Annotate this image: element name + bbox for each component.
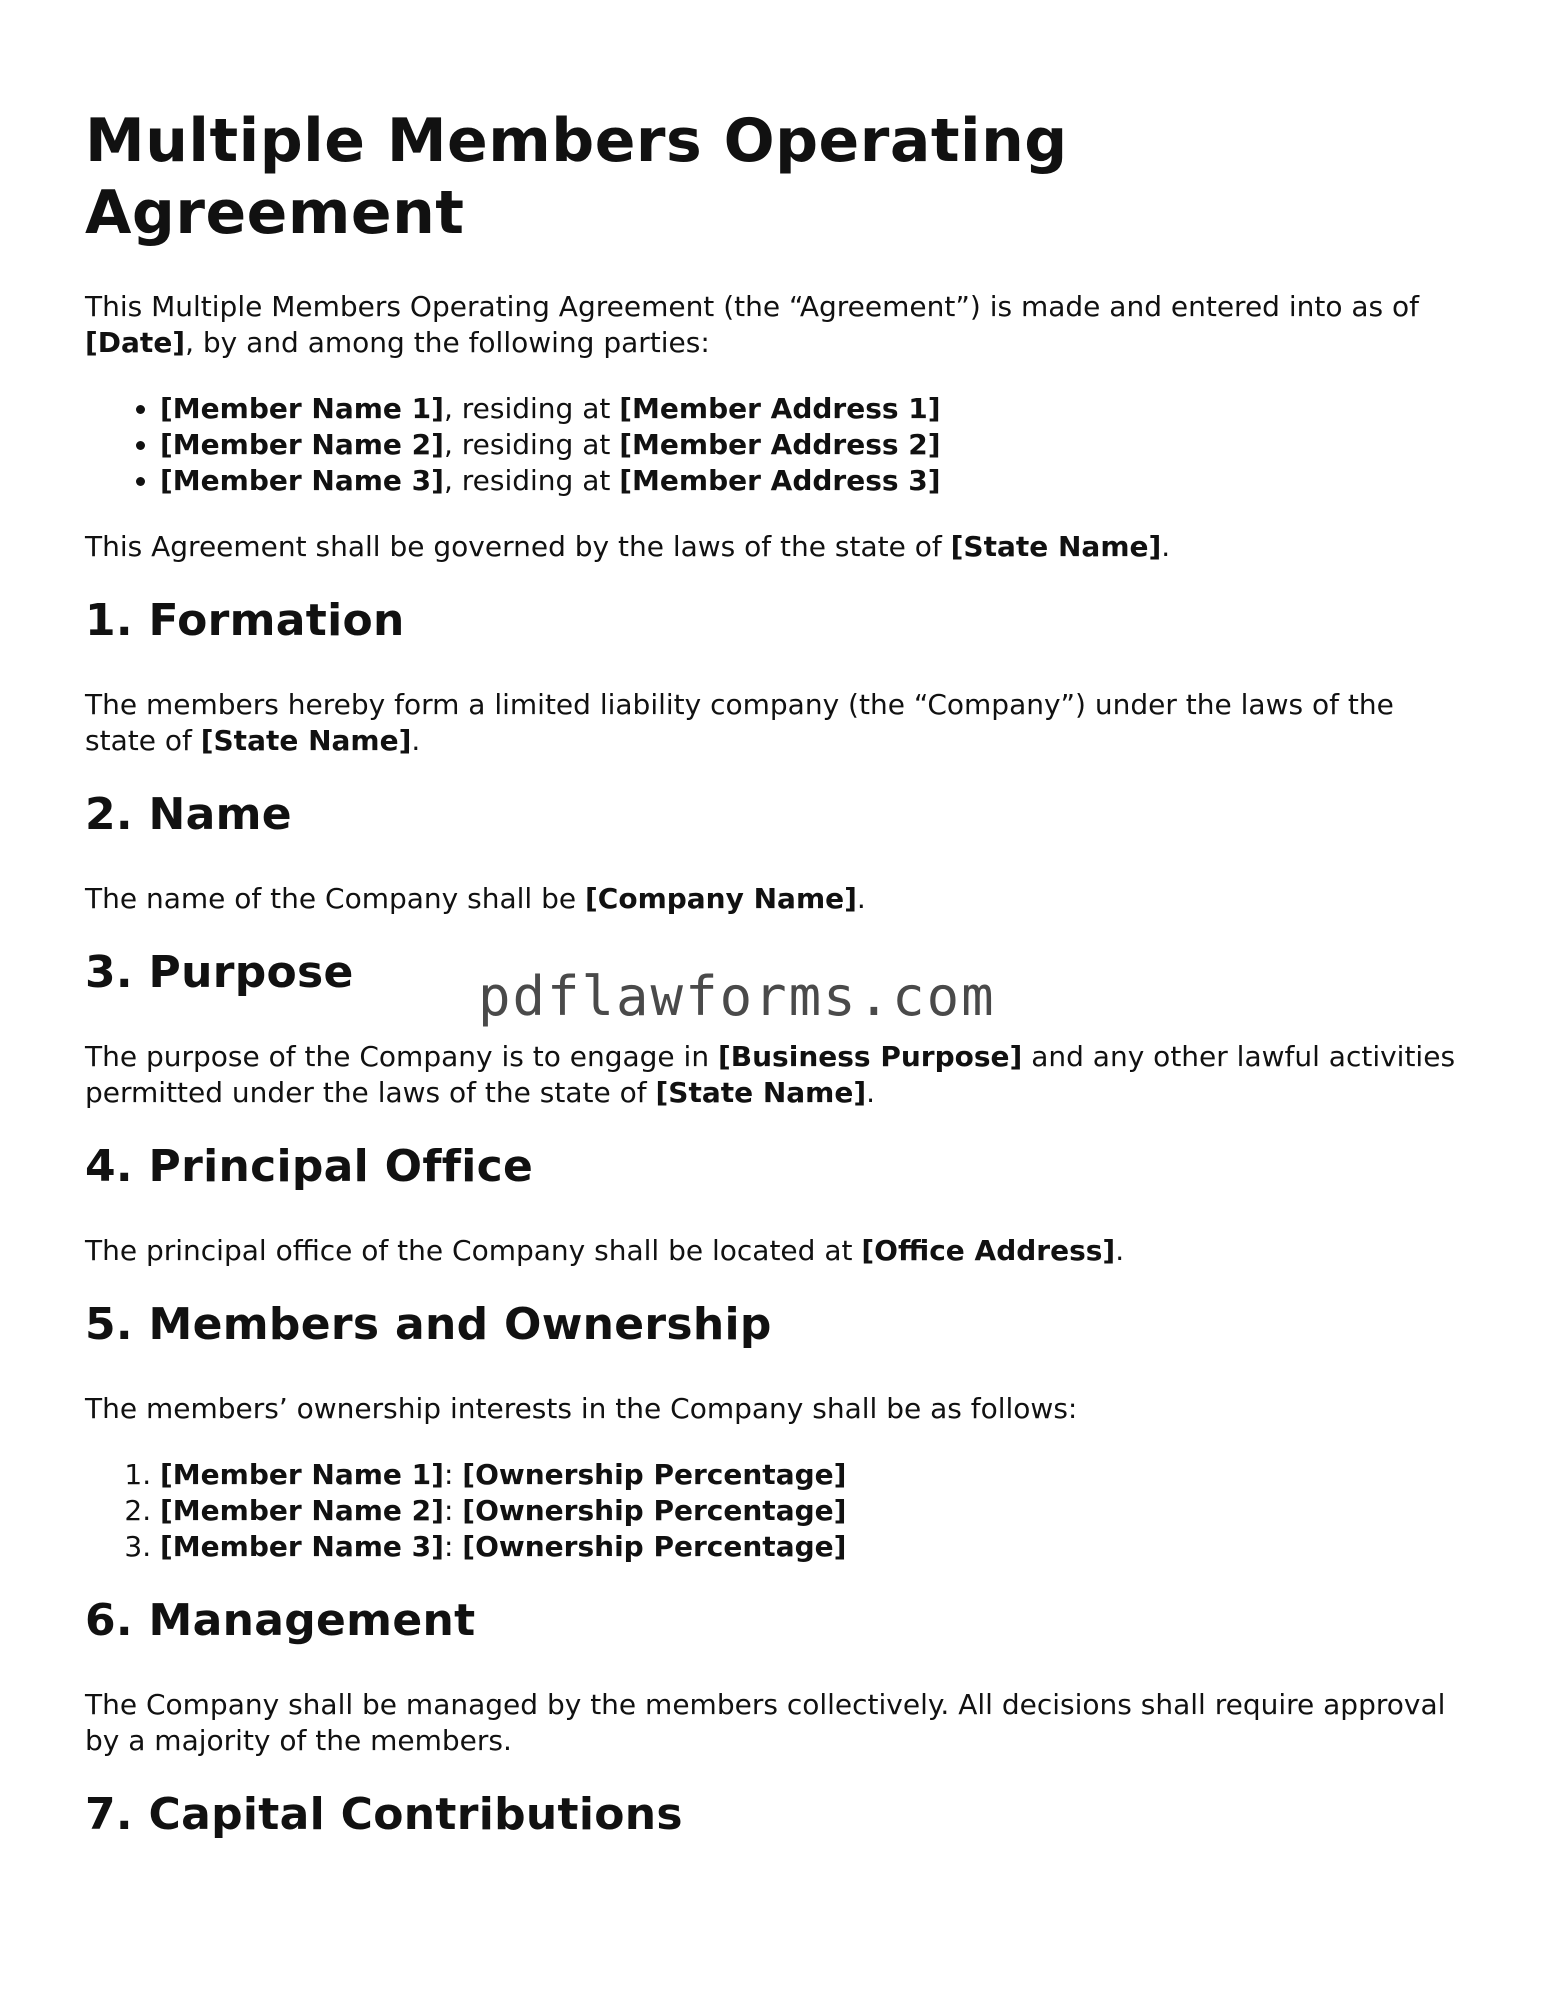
ownership-paragraph: The members’ ownership interests in the Company shall be as follows:	[85, 1392, 1078, 1425]
section-heading-management: 6. Management	[85, 1595, 476, 1646]
list-item: • [Member Name 1], residing at [Member Address 1]	[160, 391, 1465, 427]
management-paragraph: The Company shall be managed by the members collectively. All decisions shall require approval by a majority of the members.	[85, 1688, 1446, 1757]
section-heading-principal-office: 4. Principal Office	[85, 1141, 534, 1192]
section-heading-capital-contributions: 7. Capital Contributions	[85, 1789, 683, 1840]
governing-law-paragraph: This Agreement shall be governed by the laws of the state of [State Name].	[85, 530, 1171, 563]
document-title: Multiple Members Operating Agreement	[85, 106, 1068, 248]
name-paragraph: The name of the Company shall be [Company Name].	[85, 882, 866, 915]
section-heading-name: 2. Name	[85, 789, 292, 840]
ownership-list	[85, 1457, 1465, 1565]
date-placeholder: [Date]	[85, 326, 186, 359]
purpose-paragraph: The purpose of the Company is to engage in [Business Purpose] and any other lawful activities permitted under the laws of the state of [State Name].	[85, 1040, 1456, 1109]
section-heading-ownership: 5. Members and Ownership	[85, 1299, 772, 1350]
intro-paragraph: This Multiple Members Operating Agreement (the “Agreement”) is made and entered into as of [Date], by and among the following parties:	[85, 290, 1420, 359]
office-paragraph: The principal office of the Company shall be located at [Office Address].	[85, 1234, 1125, 1267]
list-item: • [Member Name 3], residing at [Member Address 3]	[160, 463, 1465, 499]
formation-paragraph: The members hereby form a limited liability company (the “Company”) under the laws of the state of [State Name].	[85, 688, 1394, 757]
list-item: • [Member Name 2], residing at [Member Address 2]	[160, 427, 1465, 463]
list-item: 3. [Member Name 3]: [Ownership Percentage]	[160, 1529, 1465, 1565]
list-item: 1. [Member Name 1]: [Ownership Percentage]	[160, 1457, 1465, 1493]
watermark: pdflawforms.com	[478, 965, 996, 1028]
list-item: 2. [Member Name 2]: [Ownership Percentage]	[160, 1493, 1465, 1529]
section-heading-formation: 1. Formation	[85, 595, 405, 646]
parties-list	[85, 391, 1465, 499]
section-heading-purpose: 3. Purpose	[85, 947, 354, 998]
